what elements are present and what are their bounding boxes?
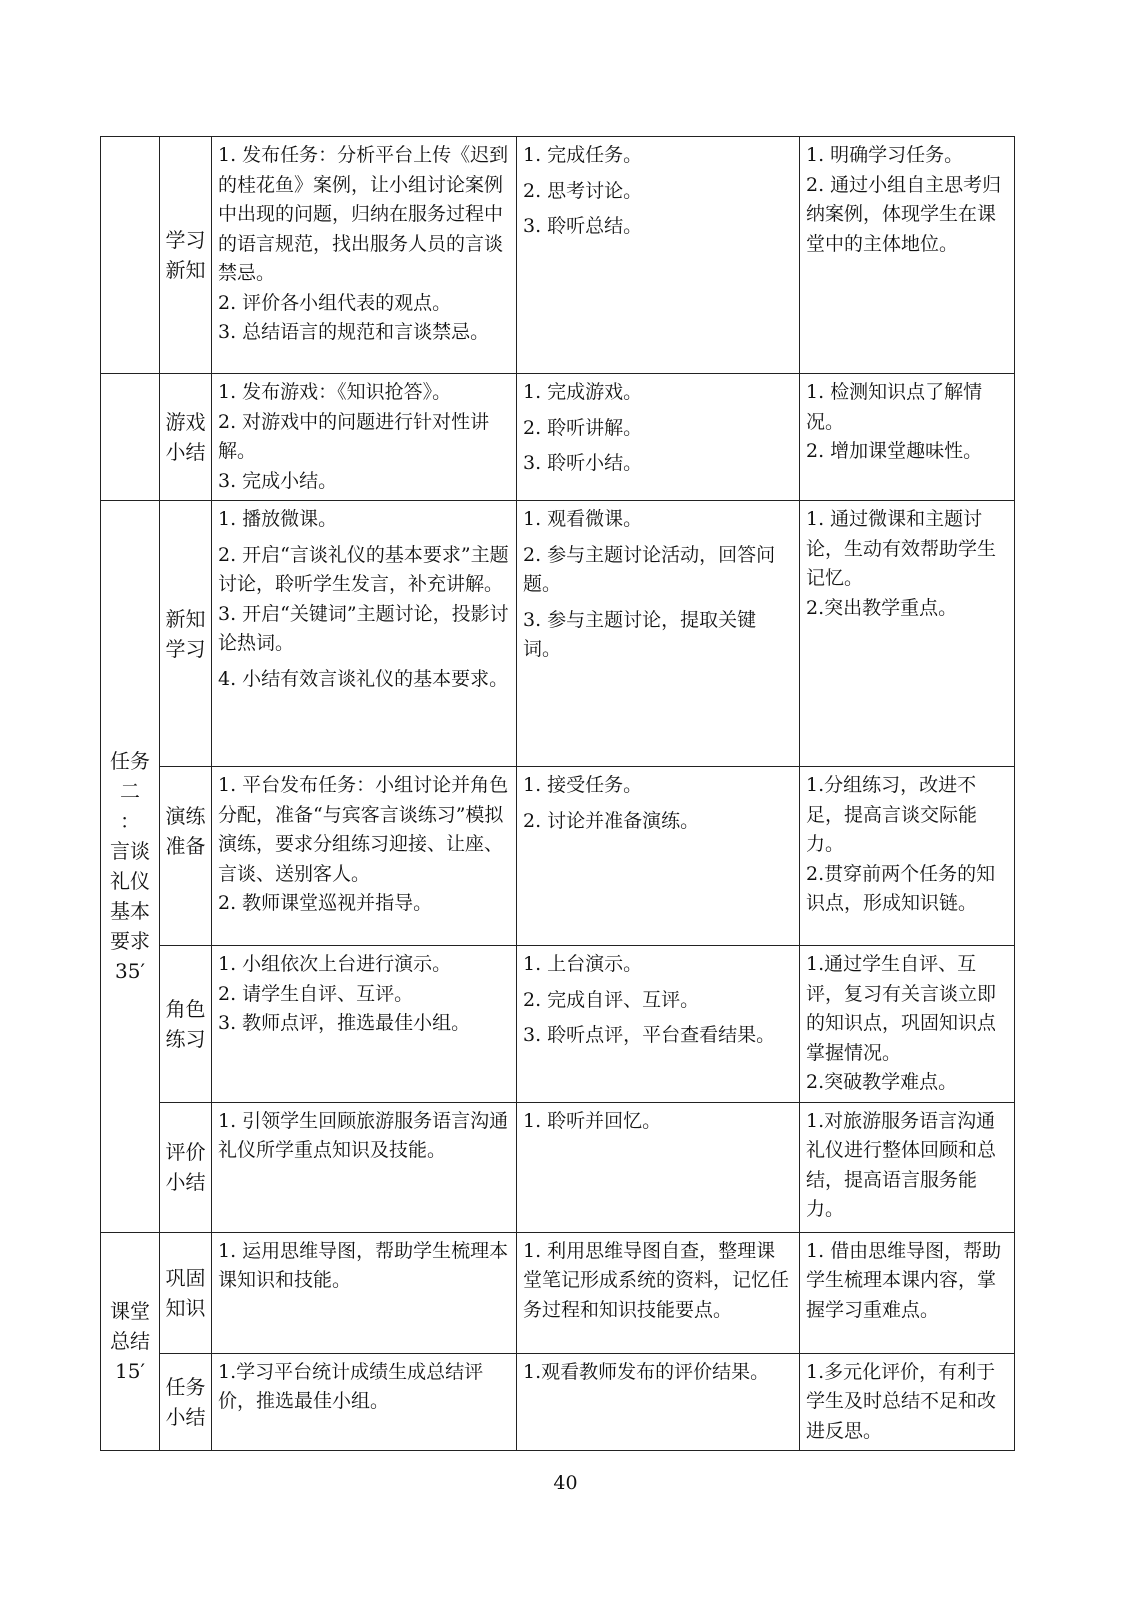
design-intent-cell [800,501,1015,767]
step-cell [160,946,212,1103]
table-row [101,946,1015,1103]
step-cell [160,1102,212,1232]
teacher-item: 3. 总结语言的规范和言谈禁忌。 [218,321,490,343]
student-item: 3. 参与主题讨论，提取关键词。 [523,608,757,660]
student-item: 1. 利用思维导图自查，整理课堂笔记形成系统的资料，记忆任务过程和知识技能要点。 [523,1239,790,1321]
student-item: 2. 讨论并准备演练。 [523,809,700,832]
intent-item: 1.通过学生自评、互评，复习有关言谈立即的知识点，巩固知识点掌握情况。 [806,953,997,1064]
phase-cell [101,1232,160,1451]
intent-item: 1. 通过微课和主题讨论，生动有效帮助学生记忆。 [806,508,997,589]
design-intent-cell [800,767,1015,946]
design-intent-cell [800,1353,1015,1451]
student-item: 1.观看教师发布的评价结果。 [523,1360,770,1383]
intent-item: 1. 检测知识点了解情况。 [806,381,983,433]
student-item: 2. 思考讨论。 [523,179,643,202]
teacher-activity-cell [212,374,517,501]
step-label: 评价 小结 [165,1140,206,1194]
teacher-activity-cell [212,137,517,374]
teacher-activity-cell [212,1232,517,1353]
student-activity-cell [517,374,800,501]
step-label: 学习 新知 [165,228,206,282]
step-label: 任务 小结 [165,1374,206,1429]
intent-item: 1.分组练习，改进不足，提高言谈交际能力。 [806,774,978,855]
teacher-activity-cell [212,1102,517,1232]
student-item: 1. 上台演示。 [523,953,643,975]
teacher-item: 1. 播放微课。 [218,508,338,530]
student-item: 2. 参与主题讨论活动，回答问题。 [523,543,776,595]
step-label: 角色 练习 [165,996,206,1051]
teacher-item: 1. 平台发布任务：小组讨论并角色分配，准备“与宾客言谈练习”模拟演练，要求分组练习迎接、让座、言谈、送别客人。 [218,774,509,885]
student-item: 3. 聆听小结。 [523,452,643,474]
design-intent-cell [800,137,1015,374]
table-row [101,1232,1015,1353]
intent-item: 1. 借由思维导图，帮助学生梳理本课内容，掌握学习重难点。 [806,1239,1002,1321]
teacher-item: 3. 完成小结。 [218,469,338,492]
teacher-item: 2. 评价各小组代表的观点。 [218,291,452,314]
teacher-item: 1. 小组依次上台进行演示。 [218,953,452,975]
student-item: 1. 观看微课。 [523,508,643,530]
design-intent-cell [800,374,1015,501]
teacher-item: 1.学习平台统计成绩生成总结评价，推选最佳小组。 [218,1360,484,1412]
student-activity-cell [517,137,800,374]
intent-item: 1.对旅游服务语言沟通礼仪进行整体回顾和总结，提高语言服务能力。 [806,1109,997,1220]
student-item: 2. 聆听讲解。 [523,416,643,439]
student-activity-cell [517,946,800,1103]
teacher-item: 1. 运用思维导图，帮助学生梳理本课知识和技能。 [218,1239,509,1291]
intent-item: 2. 通过小组自主思考归纳案例，体现学生在课堂中的主体地位。 [806,173,1002,255]
intent-item: 1. 明确学习任务。 [806,144,964,166]
table-row [101,501,1015,767]
lesson-table-body [101,137,1015,1451]
student-item: 1. 完成任务。 [523,144,643,166]
design-intent-cell [800,1102,1015,1232]
step-cell [160,374,212,501]
table-row [101,1102,1015,1232]
lesson-plan-table [100,136,1015,1451]
student-item: 1. 聆听并回忆。 [523,1109,662,1132]
teacher-item: 1. 发布任务：分析平台上传《迟到的桂花鱼》案例，让小组讨论案例中出现的问题，归纳在服务过程中的语言规范，找出服务人员的言谈禁忌。 [218,144,509,284]
step-label: 新知 学习 [165,606,206,661]
student-item: 3. 聆听总结。 [523,215,643,237]
step-cell [160,767,212,946]
step-label: 游戏 小结 [165,410,206,464]
student-item: 1. 接受任务。 [523,774,643,796]
student-activity-cell [517,1102,800,1232]
intent-item: 2.突破教学难点。 [806,1071,958,1093]
teacher-item: 2. 开启“言谈礼仪的基本要求”主题讨论，聆听学生发言，补充讲解。 [218,543,509,595]
step-cell [160,501,212,767]
student-item: 1. 完成游戏。 [523,381,643,403]
teacher-item: 2. 请学生自评、互评。 [218,982,414,1005]
teacher-activity-cell [212,1353,517,1451]
intent-item: 2.贯穿前两个任务的知识点，形成知识链。 [806,862,996,914]
teacher-item: 1. 引领学生回顾旅游服务语言沟通礼仪所学重点知识及技能。 [218,1109,509,1161]
teacher-item: 3. 教师点评，推选最佳小组。 [218,1012,471,1034]
phase-cell [101,374,160,501]
phase-cell [101,137,160,374]
step-cell [160,1353,212,1451]
teacher-item: 2. 教师课堂巡视并指导。 [218,892,433,914]
student-activity-cell [517,767,800,946]
student-activity-cell [517,1353,800,1451]
student-item: 3. 聆听点评，平台查看结果。 [523,1024,776,1046]
student-activity-cell [517,501,800,767]
teacher-item: 1. 发布游戏：《知识抢答》。 [218,381,452,403]
intent-item: 2.突出教学重点。 [806,596,958,619]
teacher-item: 2. 对游戏中的问题进行针对性讲解。 [218,410,490,462]
teacher-item: 3. 开启“关键词”主题讨论，投影讨论热词。 [218,602,509,654]
page-number: 40 [553,1472,578,1494]
step-label: 巩固 知识 [165,1265,206,1320]
table-row [101,374,1015,501]
intent-item: 1.多元化评价，有利于学生及时总结不足和改进反思。 [806,1360,997,1442]
teacher-activity-cell [212,501,517,767]
student-item: 2. 完成自评、互评。 [523,988,700,1011]
phase-label: 课堂 总结 15′ [110,1299,150,1384]
phase-cell [101,501,160,1233]
teacher-activity-cell [212,767,517,946]
table-row [101,137,1015,374]
student-activity-cell [517,1232,800,1353]
teacher-activity-cell [212,946,517,1103]
table-row [101,767,1015,946]
table-row [101,1353,1015,1451]
intent-item: 2. 增加课堂趣味性。 [806,440,983,462]
step-label: 演练 准备 [165,804,206,858]
step-cell [160,137,212,374]
design-intent-cell [800,946,1015,1103]
design-intent-cell [800,1232,1015,1353]
phase-label: 任务 二 ： 言谈 礼仪 基本 要求 35′ [110,749,150,984]
step-cell [160,1232,212,1353]
teacher-item: 4. 小结有效言谈礼仪的基本要求。 [218,667,509,690]
